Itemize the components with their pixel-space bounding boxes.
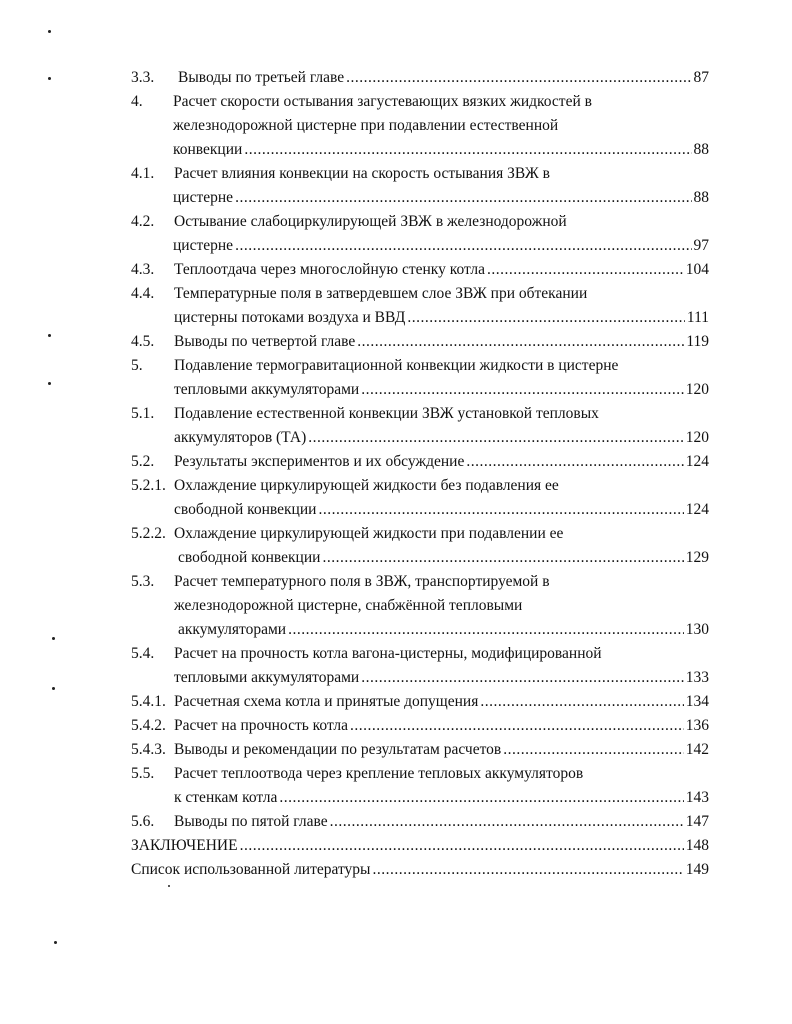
toc-title: аккумуляторов (ТА) <box>174 429 307 446</box>
toc-title: тепловыми аккумуляторами <box>174 381 360 398</box>
toc-entry <box>174 283 709 305</box>
toc-entry <box>174 691 709 713</box>
toc-page-number: 124 <box>685 453 709 470</box>
toc-title: к стенкам котла <box>174 789 278 806</box>
toc-number: 5.2.1. <box>131 477 166 494</box>
toc-line <box>131 139 709 161</box>
toc-leader-dots <box>350 715 684 737</box>
toc-page-number: 124 <box>685 501 709 518</box>
toc-title: Список использованной литературы <box>131 861 371 878</box>
toc-entry <box>174 475 709 497</box>
toc-line <box>131 499 709 521</box>
toc-line <box>131 451 709 473</box>
toc-page-number: 129 <box>685 549 709 566</box>
toc-entry <box>174 355 709 377</box>
toc-leader-dots <box>288 619 684 641</box>
toc-leader-dots <box>240 835 684 857</box>
toc-number: 4.2. <box>131 213 155 230</box>
toc-page-number: 130 <box>685 621 709 638</box>
toc-entry <box>174 163 709 185</box>
scan-speck <box>48 30 51 33</box>
toc-leader-dots <box>322 547 683 569</box>
toc-leader-dots <box>487 259 684 281</box>
toc-line <box>131 211 709 233</box>
toc-line <box>131 619 709 641</box>
scan-speck <box>168 885 170 887</box>
toc-page-number: 87 <box>693 69 709 86</box>
toc-title: Расчетная схема котла и принятые допущения <box>174 693 479 710</box>
toc-number: 5.2. <box>131 453 155 470</box>
toc-page-number: 88 <box>693 189 709 206</box>
toc-entry <box>178 547 709 569</box>
toc-entry <box>174 259 709 281</box>
toc-line <box>131 667 709 689</box>
toc-line <box>131 787 709 809</box>
toc-title: Охлаждение циркулирующей жидкости без подавления ее <box>174 477 559 494</box>
toc-entry <box>178 67 709 89</box>
toc-title: Теплоотдача через многослойную стенку котла <box>174 261 486 278</box>
toc-title: свободной конвекции <box>178 549 321 566</box>
toc-leader-dots <box>318 499 683 521</box>
toc-line <box>131 811 709 833</box>
toc-entry <box>174 715 709 737</box>
toc-line <box>131 307 709 329</box>
toc-page-number: 119 <box>686 333 709 350</box>
toc-entry <box>174 403 709 425</box>
toc-line <box>131 187 709 209</box>
toc-title: Остывание слабоциркулирующей ЗВЖ в железнодорожной <box>174 213 567 230</box>
toc-title: Расчет влияния конвекции на скорость остывания ЗВЖ в <box>174 165 550 182</box>
toc-title: Подавление естественной конвекции ЗВЖ установкой тепловых <box>174 405 599 422</box>
scan-speck <box>48 77 51 80</box>
toc-page-number: 97 <box>693 237 709 254</box>
toc-page-number: 133 <box>685 669 709 686</box>
toc-line <box>131 259 709 281</box>
toc-title: ЗАКЛЮЧЕНИЕ <box>131 837 238 854</box>
toc-entry <box>174 763 709 785</box>
toc-number: 5.2.2. <box>131 525 166 542</box>
toc-entry <box>174 211 709 233</box>
toc-title: цистерне <box>173 237 234 254</box>
toc-leader-dots <box>279 787 683 809</box>
toc-entry <box>173 187 709 209</box>
toc-leader-dots <box>235 187 691 209</box>
toc-page-number: 120 <box>685 381 709 398</box>
toc-line <box>131 163 709 185</box>
toc-line <box>131 427 709 449</box>
toc-number: 4. <box>131 93 143 110</box>
scan-speck <box>52 637 55 640</box>
toc-entry <box>173 115 709 137</box>
toc-entry <box>174 811 709 833</box>
toc-line <box>131 859 709 881</box>
toc-entry <box>174 571 709 593</box>
toc-page-number: 147 <box>685 813 709 830</box>
toc-number: 5.4.3. <box>131 741 166 758</box>
toc-title: аккумуляторами <box>178 621 287 638</box>
toc-line <box>131 283 709 305</box>
toc-page-number: 134 <box>685 693 709 710</box>
toc-number: 4.5. <box>131 333 155 350</box>
scan-speck <box>52 687 55 690</box>
toc-leader-dots <box>346 67 691 89</box>
toc-title: Расчет на прочность котла <box>174 717 348 734</box>
toc-line <box>131 643 709 665</box>
toc-title: Выводы по пятой главе <box>174 813 328 830</box>
toc-number: 5.4. <box>131 645 155 662</box>
toc-leader-dots <box>357 331 684 353</box>
toc-entry <box>174 739 709 761</box>
toc-line <box>131 403 709 425</box>
toc-title: Выводы по четвертой главе <box>174 333 356 350</box>
scan-speck <box>48 334 51 337</box>
toc-entry <box>173 139 709 161</box>
toc-line <box>131 67 709 89</box>
toc-title: цистерны потоками воздуха и ВВД <box>174 309 406 326</box>
toc-title: Расчет на прочность котла вагона-цистерны, модифицированной <box>174 645 602 662</box>
scan-speck <box>48 382 51 385</box>
toc-line <box>131 331 709 353</box>
toc-title: железнодорожной цистерне при подавлении естественной <box>173 117 559 134</box>
toc-page-number: 143 <box>685 789 709 806</box>
toc-page-number: 88 <box>693 141 709 158</box>
toc-entry <box>174 451 709 473</box>
toc-title: тепловыми аккумуляторами <box>174 669 360 686</box>
toc-leader-dots <box>466 451 683 473</box>
toc-leader-dots <box>503 739 684 761</box>
toc-page-number: 111 <box>686 309 709 326</box>
toc-entry <box>174 379 709 401</box>
toc-title: Подавление термогравитационной конвекции жидкости в цистерне <box>174 357 619 374</box>
toc-leader-dots <box>308 427 684 449</box>
toc-title: цистерне <box>173 189 234 206</box>
toc-entry <box>173 91 709 113</box>
toc-number: 4.1. <box>131 165 155 182</box>
toc-page-number: 136 <box>685 717 709 734</box>
toc-entry <box>174 331 709 353</box>
toc-entry <box>131 835 709 857</box>
toc-entry <box>174 307 709 329</box>
toc-number: 5.5. <box>131 765 155 782</box>
toc-entry <box>174 523 709 545</box>
toc-number: 4.4. <box>131 285 155 302</box>
toc-number: 3.3. <box>131 69 155 86</box>
toc-leader-dots <box>407 307 685 329</box>
toc-title: Результаты экспериментов и их обсуждение <box>174 453 465 470</box>
toc-entry <box>174 499 709 521</box>
toc-line <box>131 571 709 593</box>
toc-entry <box>174 427 709 449</box>
toc-title: Расчет теплоотвода через крепление тепловых аккумуляторов <box>174 765 584 782</box>
toc-title: Выводы по третьей главе <box>178 69 345 86</box>
toc-title: железнодорожной цистерне, снабжённой тепловыми <box>174 597 523 614</box>
toc-line <box>131 763 709 785</box>
toc-title: Выводы и рекомендации по результатам расчетов <box>174 741 502 758</box>
toc-line <box>131 115 709 137</box>
toc-line <box>131 379 709 401</box>
toc-entry <box>131 859 709 881</box>
toc-leader-dots <box>361 379 684 401</box>
toc-page-number: 142 <box>685 741 709 758</box>
toc-leader-dots <box>244 139 691 161</box>
toc-number: 5.4.1. <box>131 693 166 710</box>
toc-page-number: 149 <box>685 861 709 878</box>
toc-number: 4.3. <box>131 261 155 278</box>
toc-line <box>131 91 709 113</box>
toc-line <box>131 475 709 497</box>
toc-page-number: 120 <box>685 429 709 446</box>
toc-leader-dots <box>480 691 683 713</box>
toc-leader-dots <box>330 811 684 833</box>
toc-line <box>131 691 709 713</box>
toc-title: Температурные поля в затвердевшем слое ЗВЖ при обтекании <box>174 285 588 302</box>
toc-title: Расчет температурного поля в ЗВЖ, транспортируемой в <box>174 573 550 590</box>
toc-line <box>131 547 709 569</box>
toc-line <box>131 235 709 257</box>
toc-page-number: 104 <box>685 261 709 278</box>
toc-title: Расчет скорости остывания загустевающих вязких жидкостей в <box>173 93 592 110</box>
toc-line <box>131 355 709 377</box>
toc-title: Охлаждение циркулирующей жидкости при подавлении ее <box>174 525 564 542</box>
toc-number: 5.6. <box>131 813 155 830</box>
toc-leader-dots <box>235 235 691 257</box>
scan-speck <box>54 941 57 944</box>
toc-line <box>131 715 709 737</box>
toc-page-number: 148 <box>685 837 709 854</box>
toc-number: 5.3. <box>131 573 155 590</box>
toc-entry <box>174 595 709 617</box>
toc-number: 5.4.2. <box>131 717 166 734</box>
toc-number: 5.1. <box>131 405 155 422</box>
toc-leader-dots <box>361 667 684 689</box>
toc-number: 5. <box>131 357 143 374</box>
toc-line <box>131 835 709 857</box>
toc-entry <box>173 235 709 257</box>
toc-line <box>131 595 709 617</box>
toc-line <box>131 739 709 761</box>
toc-title: свободной конвекции <box>174 501 317 518</box>
toc-leader-dots <box>372 859 683 881</box>
toc-line <box>131 523 709 545</box>
toc-title: конвекции <box>173 141 243 158</box>
toc-entry <box>174 787 709 809</box>
toc-entry <box>174 667 709 689</box>
toc-entry <box>178 619 709 641</box>
toc-entry <box>174 643 709 665</box>
